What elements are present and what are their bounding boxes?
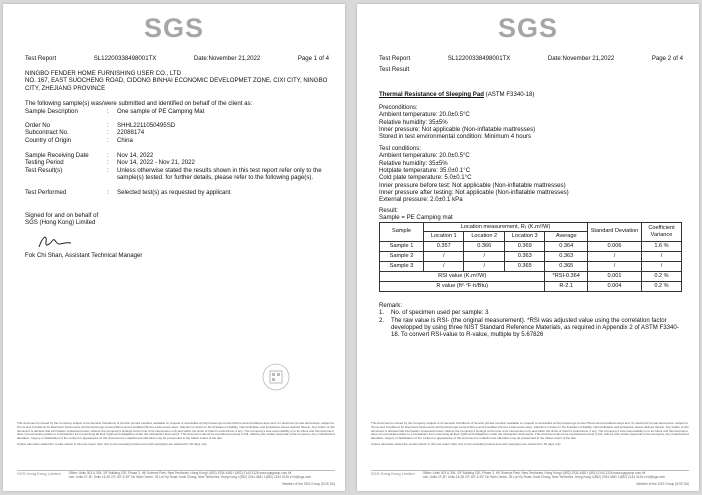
cell-avg: 0.363 [545,252,588,262]
cell-l3: 0.369 [504,242,544,252]
field-colon: : [107,152,109,159]
legal-footer [371,422,689,449]
field-colon: : [107,108,109,115]
lab-address: Lab: Units 1F-3F, Units 16-28 2/F, 6/F & 9/F On Wah Centre, 25 Lai Yip Road, Kwai Chung, New Territories, Hong Kong t (852) 2334 4481 f (852) 2144 3126 e hk@sgs.com [422,474,666,479]
table-row-r [380,282,682,292]
preconditions [379,104,683,141]
office-address: Office: Units 303 & 305, 3/F Building 22E, Phase 3, HK Science Park, New Territories, Hong Kong t (852) 2334 4481 f (852) 2144 3126 www.sgsgroup.com.hk [422,471,646,475]
cell-rsi-cv: 0.2 % [642,272,682,282]
cell-l2: 0.366 [464,242,504,252]
signer-name: Fok Chi Shan, Assistant Technical Manager [25,251,143,259]
cell-avg: 0.364 [545,242,588,252]
condition-line: Hotplate temperature: 35.0±0.1°C [379,166,471,174]
report-date: Date:November 21,2022 [547,55,615,62]
cell-l3: 0.365 [504,262,544,272]
field-key: Sample Receiving Date [25,152,89,159]
signature-block [25,212,329,259]
cell-cv: / [642,252,682,262]
cell-r-cv: 0.2 % [642,282,682,292]
result-block [379,207,683,292]
legal-retention-note: Unless otherwise stated the results shown in this test report refer only to the sample(s) tested and such sample(s) are retained for 30 days only. [17,441,208,446]
cell-l3: 0.363 [504,252,544,262]
cell-l1: 0.357 [424,242,464,252]
fields-group-c [25,152,329,181]
remark-block [379,302,683,339]
page-number: Page 2 of 4 [651,55,683,62]
precondition-line: Stored in test environmental condition: Minimum 4 hours [379,133,532,141]
cell-r-avg: R-2.1 [545,282,588,292]
fields-group-a [25,108,329,115]
legal-retention-note: Unless otherwise stated the results shown in this test report refer only to the sample(s) tested and such sample(s) are retained for 30 days only. [371,441,562,446]
field-colon: : [107,189,109,196]
cell-cv: 1.6 % [642,242,682,252]
footer-address [17,472,335,480]
condition-line: External pressure: 2.0±0.1 kPa [379,196,463,204]
field-key: Sample Description [25,108,78,115]
col-sample: Sample [380,222,424,241]
qr-seal-icon [261,362,291,392]
cell-rsi-sd: 0.001 [588,272,642,282]
field-value: SHHL2211050495SD [117,122,176,129]
condition-line: Inner pressure after testing: Not applicable (Non-inflatable mattresses) [379,188,569,196]
table-row [380,252,682,262]
cell-r-sd: 0.004 [588,282,642,292]
member-note: Member of the SGS Group (SGS SA) [636,482,689,486]
report-label: Test Report [379,55,411,62]
col-location-1: Location 1 [424,232,464,242]
remark-item [379,317,683,339]
legal-footer [17,422,335,449]
col-location-2: Location 2 [464,232,504,242]
client-address-line-2: CITY, ZHEJIANG PROVINCE [25,84,106,92]
condition-line: Cold plate temperature: 5.0±0.1°C [379,174,472,182]
handwritten-signature [35,232,329,250]
field-row [25,152,329,159]
field-colon: : [107,136,109,144]
col-average: Average [545,232,588,242]
col-cov: Coefficient Variance [642,222,682,241]
table-row [380,242,682,252]
field-value: One sample of PE Camping Mat [117,108,205,115]
signed-line-1: Signed for and on behalf of [25,212,99,219]
cell-l1: / [424,262,464,272]
results-table [379,222,682,292]
report-number: SL12200338498001TX [447,55,511,62]
remark-text: No. of specimen used per sample: 3 [391,309,489,317]
cell-rsi-label: RSI value (K.m²/W) [380,272,545,282]
sgs-logo: SGS [143,13,205,43]
field-row [25,129,329,136]
footer-address [371,472,689,480]
col-std-dev: Standard Deviation [588,222,642,241]
client-address-line-1: NO. 167, EAST SUOCHENG ROAD, CIDONG BINHAI ECONOMIC DEVELOPMET ZONE, CIXI CITY, NINGBO [25,77,328,85]
condition-line: Ambient temperature: 20.0±0.5°C [379,152,470,160]
test-title-standard: (ASTM F3340-18) [483,91,535,98]
field-row [25,137,329,144]
field-value: 22088174 [117,129,145,137]
field-value: Unless otherwise stated the results shown in this test report refer only to the sample(s) tested. for further details, please refer to the following page(s). [117,166,322,181]
footer-company: SGS Hong Kong Limited [371,471,415,476]
field-key: Subcontract No. [25,129,69,137]
report-label: Test Report [25,55,57,62]
cell-l2: / [464,252,504,262]
cell-sd: / [588,262,642,272]
field-row [25,122,329,129]
remark-heading: Remark: [379,302,403,309]
remark-item [379,309,683,316]
field-colon: : [107,166,109,174]
test-conditions [379,145,683,204]
cell-cv: / [642,262,682,272]
field-colon: : [107,129,109,137]
section-label: Test Result [379,66,410,73]
precondition-line: Relative humidity: 35±5% [379,118,448,126]
col-location-3: Location 3 [504,232,544,242]
fields-group-d [25,189,329,196]
legal-paragraph: This document is issued by the Company subject to its General Conditions of Service printed overleaf, available on request or accessible at http://www.sgs.com/en/Terms-and-Conditions.aspx and, for electronic format documents, subject to Terms and Conditions for Electronic Documents at http://www.sgs.com/en/Terms-and-Conditions/Terms-e-Document.aspx. Attention is drawn to the limitation of liability, indemnification and jurisdiction issues defined therein. Any holder of this document is advised that information contained hereon reflects the Company's findings at the time of its intervention only and within the limits of Client's instructions, if any. The Company's sole responsibility is to its Client and this document does not exonerate parties to a transaction from exercising all their rights and obligations under the transaction documents. This document cannot be reproduced except in full, without prior written approval of the Company. Any unauthorized alteration, forgery or falsification of the content or appearance of this document is unlawful and offenders may be prosecuted to the fullest extent of the law. [371,421,689,440]
field-colon: : [107,122,109,129]
test-title [379,91,683,98]
field-row [25,108,329,115]
remark-number: 1. [379,309,385,317]
report-date: Date:November 21,2022 [193,55,261,62]
cell-sd: / [588,252,642,262]
field-value: Nov 14, 2022 [117,152,154,159]
member-note: Member of the SGS Group (SGS SA) [282,482,335,486]
field-colon: : [107,159,109,167]
field-key: Order No [25,122,51,129]
cell-sample: Sample 1 [380,242,424,252]
field-row [25,159,329,166]
footer-company: SGS Hong Kong Limited [17,471,61,476]
cell-rsi-avg: *RSI-0.364 [545,272,588,282]
remark-number: 2. [379,316,385,324]
page-number: Page 1 of 4 [297,55,329,62]
field-value: Selected test(s) as requested by applicant [117,189,231,196]
remark-text: The raw value is RSI- (the original measurement). *RSI was adjusted value using the correlation factor developped by using three NIST Standard Reference Materials, as required in Appendix 2 of ASTM F3340-18. To convert RSI-value to R-value, multiple by 5.67826 [391,316,679,339]
lab-address: Lab: Units 1F-3F, Units 16-28 2/F, 6/F & 9/F On Wah Centre, 25 Lai Yip Road, Kwai Chung, New Territories, Hong Kong t (852) 2334 4481 f (852) 2144 3126 e hk@sgs.com [68,474,312,479]
conditions-heading: Test conditions: [379,145,422,152]
field-key: Testing Period [25,159,64,167]
field-key: Test Result(s) [25,166,63,174]
test-title-main: Thermal Resistance of Sleeping Pad [379,91,484,98]
cell-r-label: R value (ft²·°F·h/Btu) [380,282,545,292]
report-number: SL12200338498001TX [93,55,157,62]
field-key: Country of Origin [25,136,72,144]
table-row [380,262,682,272]
sgs-logo: SGS [497,13,559,43]
table-header-row [380,222,682,232]
field-value: China [117,136,133,144]
page-header [25,55,329,62]
report-page-2 [357,4,699,491]
cell-avg: 0.365 [545,262,588,272]
footer-address-text [69,472,311,480]
condition-line: Relative humidity: 35±5% [379,159,448,167]
office-address: Office: Units 303 & 305, 3/F Building 22E, Phase 3, HK Science Park, New Territories, Hong Kong t (852) 2334 4481 f (852) 2144 3126 www.sgsgroup.com.hk [68,471,292,475]
client-block [25,70,329,92]
fields-group-b [25,122,329,144]
cell-l2: / [464,262,504,272]
table-row-rsi [380,272,682,282]
client-name: NINGBO FENDER HOME FURNISHING USER CO., LTD [25,70,181,77]
footer-address-text [423,472,665,480]
field-key: Test Performed [25,189,67,196]
cell-sample: Sample 3 [380,262,424,272]
report-page-1 [3,4,345,491]
sample-line: Sample = PE Camping mat [379,214,453,222]
preconditions-heading: Preconditions: [379,104,418,111]
col-measurement: Location measurement, Rₜ (K.m²/W) [424,222,588,232]
sample-intro: The following sample(s) was/were submitted and identified on behalf of the client as: [25,100,253,107]
cell-sd: 0.006 [588,242,642,252]
precondition-line: Ambient temperature: 20.0±0.5°C [379,111,470,119]
page-header [379,55,683,62]
precondition-line: Inner pressure: Not applicable (Non-inflatable mattresses) [379,125,536,133]
field-value: Nov 14, 2022 - Nov 21, 2022 [117,159,195,167]
signed-line-2: SGS (Hong Kong) Limited [25,219,96,227]
field-row [25,167,329,182]
legal-paragraph: This document is issued by the Company subject to its General Conditions of Service printed overleaf, available on request or accessible at http://www.sgs.com/en/Terms-and-Conditions.aspx and, for electronic format documents, subject to Terms and Conditions for Electronic Documents at http://www.sgs.com/en/Terms-and-Conditions/Terms-e-Document.aspx. Attention is drawn to the limitation of liability, indemnification and jurisdiction issues defined therein. Any holder of this document is advised that information contained hereon reflects the Company's findings at the time of its intervention only and within the limits of Client's instructions, if any. The Company's sole responsibility is to its Client and this document does not exonerate parties to a transaction from exercising all their rights and obligations under the transaction documents. This document cannot be reproduced except in full, without prior written approval of the Company. Any unauthorized alteration, forgery or falsification of the content or appearance of this document is unlawful and offenders may be prosecuted to the fullest extent of the law. [17,421,335,440]
cell-l1: / [424,252,464,262]
result-heading: Result: [379,207,398,214]
cell-sample: Sample 2 [380,252,424,262]
field-row [25,189,329,196]
condition-line: Inner pressure before test: Not applicable (Non-inflatable mattresses) [379,181,566,189]
